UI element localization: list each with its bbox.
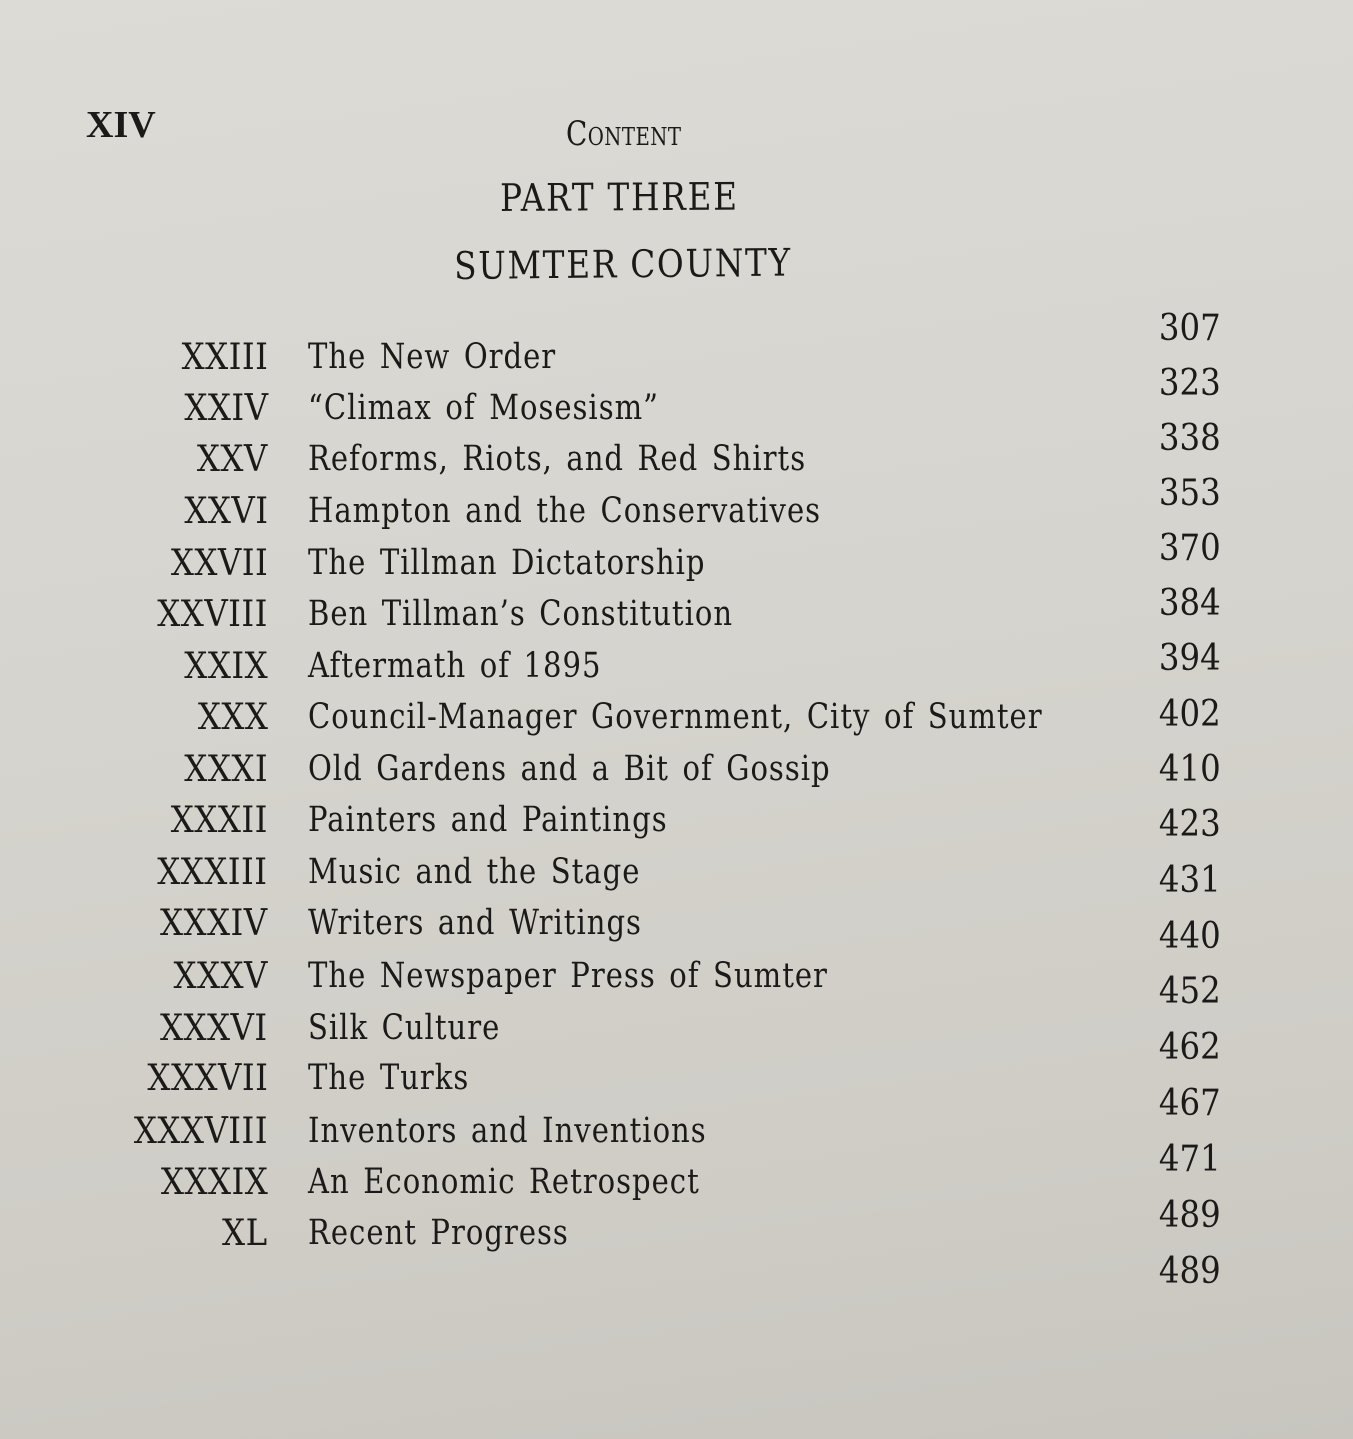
- chapter-title: Writers and Writings: [308, 903, 642, 943]
- toc-entry: [0, 1213, 1353, 1263]
- chapter-number: XXVII: [170, 543, 268, 584]
- chapter-number: XXXVI: [160, 1008, 268, 1049]
- chapter-number: XXX: [197, 697, 268, 738]
- page-number: 353: [1159, 473, 1221, 514]
- chapter-number: XXIX: [184, 646, 268, 687]
- page-folio: XIV: [86, 104, 156, 146]
- toc-entry: [0, 646, 1353, 696]
- chapter-title: Music and the Stage: [308, 852, 641, 892]
- toc-entry: [0, 903, 1353, 953]
- page-number: 431: [1159, 860, 1221, 901]
- page-number: 307: [1159, 308, 1221, 349]
- toc-entry: [0, 697, 1353, 747]
- page-number: 384: [1159, 583, 1221, 624]
- chapter-title: The Tillman Dictatorship: [308, 543, 706, 583]
- toc-entry: [0, 439, 1353, 489]
- toc-entry: [0, 1162, 1353, 1212]
- chapter-title: Reforms, Riots, and Red Shirts: [308, 439, 807, 479]
- chapter-number: XXXV: [173, 956, 268, 997]
- toc-entry: [0, 594, 1353, 644]
- chapter-number: XXVI: [183, 491, 268, 532]
- chapter-number: XXV: [197, 439, 268, 480]
- page-number: 402: [1159, 694, 1221, 735]
- chapter-title: The Newspaper Press of Sumter: [308, 956, 828, 996]
- chapter-title: The Turks: [308, 1058, 470, 1098]
- page-number: 440: [1159, 916, 1221, 957]
- chapter-title: Inventors and Inventions: [308, 1111, 707, 1151]
- toc-entry: [0, 1111, 1353, 1161]
- toc-entry: [0, 388, 1353, 438]
- page-number: 423: [1159, 804, 1221, 845]
- page-number: 410: [1159, 749, 1221, 790]
- toc-entry: [0, 956, 1353, 1006]
- chapter-number: XL: [222, 1213, 268, 1254]
- chapter-number: XXXIII: [157, 852, 268, 893]
- toc-entry: [0, 543, 1353, 593]
- page-number: 370: [1159, 528, 1221, 569]
- page-number: 452: [1159, 971, 1221, 1012]
- page-number: 323: [1159, 363, 1221, 404]
- chapter-title: The New Order: [308, 337, 557, 377]
- page-number: 394: [1159, 638, 1221, 679]
- page-number: 462: [1159, 1027, 1221, 1068]
- part-title: PART THREE: [500, 174, 739, 220]
- chapter-title: Ben Tillman’s Constitution: [308, 594, 734, 634]
- toc-entry: [0, 1058, 1353, 1108]
- toc-entry: [0, 1008, 1353, 1058]
- chapter-title: Council-Manager Government, City of Sumter: [308, 697, 1043, 737]
- toc-entry: [0, 749, 1353, 799]
- chapter-number: XXVIII: [157, 594, 268, 635]
- chapter-number: XXXVII: [147, 1058, 268, 1099]
- chapter-title: Old Gardens and a Bit of Gossip: [308, 749, 831, 789]
- chapter-title: An Economic Retrospect: [308, 1162, 700, 1202]
- chapter-number: XXXVIII: [133, 1111, 268, 1152]
- page-number: 471: [1159, 1139, 1221, 1180]
- chapter-number: XXXIX: [160, 1162, 268, 1203]
- page-number: 489: [1159, 1251, 1221, 1292]
- chapter-number: XXIV: [183, 388, 268, 429]
- toc-entry: [0, 800, 1353, 850]
- page-number: 338: [1159, 418, 1221, 459]
- chapter-title: Aftermath of 1895: [308, 646, 602, 686]
- running-head: Content: [566, 114, 682, 154]
- chapter-title: Silk Culture: [308, 1008, 501, 1048]
- toc-entry: [0, 852, 1353, 902]
- page-number: 489: [1159, 1195, 1221, 1236]
- chapter-number: XXXIV: [160, 903, 268, 944]
- toc-entry: [0, 491, 1353, 541]
- chapter-title: Painters and Paintings: [308, 800, 668, 840]
- page-number: 467: [1159, 1083, 1221, 1124]
- chapter-number: XXXII: [170, 800, 268, 841]
- toc-entry: [0, 337, 1353, 387]
- chapter-number: XXIII: [181, 337, 268, 378]
- chapter-title: Hampton and the Conservatives: [308, 491, 822, 531]
- chapter-title: “Climax of Mosesism”: [308, 388, 660, 428]
- chapter-number: XXXI: [184, 749, 268, 790]
- chapter-title: Recent Progress: [308, 1213, 569, 1253]
- section-title: SUMTER COUNTY: [454, 240, 793, 288]
